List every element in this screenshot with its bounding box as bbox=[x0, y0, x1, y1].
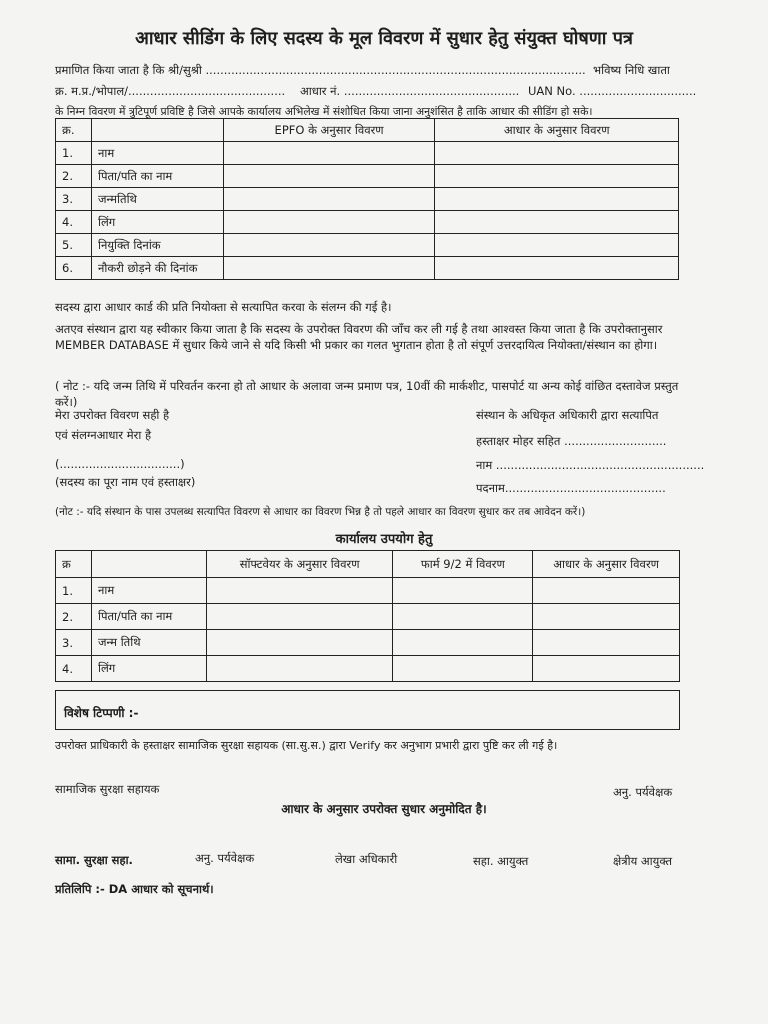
officer-verified-label: संस्थान के अधिकृत अधिकारी द्वारा सत्यापित bbox=[476, 408, 659, 422]
table-row bbox=[56, 142, 679, 165]
form-title: आधार सीडिंग के लिए सदस्य के मूल विवरण में सुधार हेतु संयुक्त घोषणा पत्र bbox=[135, 28, 633, 49]
account-no-line: क्र. म.प्र./भोपाल/........................................... bbox=[55, 84, 286, 98]
row-label: पिता/पति का नाम bbox=[91, 165, 223, 188]
row-label: पिता/पति का नाम bbox=[91, 604, 206, 630]
office-use-heading: कार्यालय उपयोग हेतु bbox=[335, 532, 433, 547]
ss-assistant-label: सामाजिक सुरक्षा सहायक bbox=[55, 782, 160, 796]
member-statement-2: एवं संलग्नआधार मेरा है bbox=[55, 428, 152, 442]
member-details-table bbox=[55, 118, 679, 280]
certify-line: प्रमाणित किया जाता है कि श्री/सुश्री ........................................................................................................ bbox=[55, 63, 586, 77]
incorrect-entry-line: के निम्न विवरण में त्रुटिपूर्ण प्रविष्टि है जिसे आपके कार्यालय अभिलेख में संशोधित किया जाना अनुशंसित है ताकि आधार की सीडिंग हो सके। bbox=[55, 105, 593, 118]
software-value-cell[interactable] bbox=[206, 604, 393, 630]
row-label: नाम bbox=[91, 142, 223, 165]
row-label: जन्मतिथि bbox=[91, 188, 223, 211]
signatory-supervisor: अनु. पर्यवेक्षक bbox=[195, 851, 255, 865]
form-value-cell[interactable] bbox=[393, 630, 533, 656]
special-remarks-label: विशेष टिप्पणी :- bbox=[64, 706, 139, 720]
col-serial: क्र. bbox=[56, 119, 92, 142]
signatory-ss-assistant: सामा. सुरक्षा सहा. bbox=[55, 853, 133, 867]
col-serial: क्र bbox=[56, 551, 92, 578]
software-value-cell[interactable] bbox=[206, 578, 393, 604]
col-epfo: EPFO के अनुसार विवरण bbox=[223, 119, 435, 142]
table-row bbox=[56, 630, 680, 656]
table-row bbox=[56, 211, 679, 234]
col-form-92: फार्म 9/2 में विवरण bbox=[393, 551, 533, 578]
member-statement-1: मेरा उपरोक्त विवरण सही है bbox=[55, 408, 170, 422]
table-header-row bbox=[56, 551, 680, 578]
table-row bbox=[56, 234, 679, 257]
epfo-value-cell[interactable] bbox=[223, 257, 435, 280]
pf-account-label: भविष्य निधि खाता bbox=[593, 63, 670, 77]
epfo-value-cell[interactable] bbox=[223, 234, 435, 257]
row-number: 2. bbox=[56, 604, 92, 630]
special-remarks-box[interactable] bbox=[55, 690, 680, 730]
signatory-asst-commissioner: सहा. आयुक्त bbox=[473, 854, 529, 868]
approval-statement: आधार के अनुसार उपरोक्त सुधार अनुमोदित है। bbox=[281, 802, 487, 816]
aadhaar-value-cell[interactable] bbox=[533, 630, 680, 656]
epfo-value-cell[interactable] bbox=[223, 142, 435, 165]
aadhaar-value-cell[interactable] bbox=[435, 211, 679, 234]
signatory-accounts-officer: लेखा अधिकारी bbox=[335, 852, 398, 866]
verification-line: उपरोक्त प्राधिकारी के हस्ताक्षर सामाजिक सुरक्षा सहायक (सा.सु.स.) द्वारा Verify कर अनुभाग प्रभारी द्वारा पुष्टि कर ली गई है। bbox=[55, 739, 558, 752]
table-row bbox=[56, 604, 680, 630]
signatory-regional-commissioner: क्षेत्रीय आयुक्त bbox=[613, 854, 673, 868]
row-number: 4. bbox=[56, 656, 92, 682]
aadhaar-value-cell[interactable] bbox=[435, 257, 679, 280]
aadhaar-value-cell[interactable] bbox=[533, 656, 680, 682]
row-number: 5. bbox=[56, 234, 92, 257]
row-number: 6. bbox=[56, 257, 92, 280]
col-software: सॉफ्टवेयर के अनुसार विवरण bbox=[206, 551, 393, 578]
row-number: 1. bbox=[56, 578, 92, 604]
col-aadhaar: आधार के अनुसार विवरण bbox=[533, 551, 680, 578]
row-label: लिंग bbox=[91, 211, 223, 234]
member-signature-field[interactable]: (.................................) bbox=[55, 457, 185, 471]
table-row bbox=[56, 188, 679, 211]
row-label: नाम bbox=[91, 578, 206, 604]
mismatch-note: (नोट :- यदि संस्थान के पास उपलब्ध सत्यापित विवरण से आधार का विवरण भिन्न है तो पहले आधार का विवरण सुधार कर तब आवेदन करें।) bbox=[55, 506, 586, 518]
aadhaar-attached-note: सदस्य द्वारा आधार कार्ड की प्रति नियोक्ता से सत्यापित करवा के संलग्न की गई है। bbox=[55, 300, 392, 314]
row-number: 3. bbox=[56, 630, 92, 656]
col-field bbox=[91, 119, 223, 142]
software-value-cell[interactable] bbox=[206, 630, 393, 656]
member-signature-caption: (सदस्य का पूरा नाम एवं हस्ताक्षर) bbox=[55, 475, 196, 489]
row-label: लिंग bbox=[91, 656, 206, 682]
row-label: जन्म तिथि bbox=[91, 630, 206, 656]
aadhaar-value-cell[interactable] bbox=[435, 188, 679, 211]
supervisor-label: अनु. पर्यवेक्षक bbox=[613, 785, 673, 799]
officer-designation-field[interactable]: पदनाम............................................ bbox=[476, 481, 666, 495]
aadhaar-value-cell[interactable] bbox=[435, 165, 679, 188]
table-row bbox=[56, 578, 680, 604]
form-value-cell[interactable] bbox=[393, 604, 533, 630]
table-row bbox=[56, 165, 679, 188]
dob-note: ( नोट :- यदि जन्म तिथि में परिवर्तन करना हो तो आधार के अलावा जन्म प्रमाण पत्र, 10वीं की मार्कशीट, पासपोर्ट या अन्य कोई वांछित दस्तावेज प्रस्तुत करें।) bbox=[55, 379, 679, 409]
aadhaar-value-cell[interactable] bbox=[435, 234, 679, 257]
col-aadhaar: आधार के अनुसार विवरण bbox=[435, 119, 679, 142]
software-value-cell[interactable] bbox=[206, 656, 393, 682]
row-label: नियुक्ति दिनांक bbox=[91, 234, 223, 257]
undertaking-paragraph: अतएव संस्थान द्वारा यह स्वीकार किया जाता है कि सदस्य के उपरोक्त विवरण की जाँच कर ली गई है तथा आश्वस्त किया जाता है कि उपरोक्तानुसार MEMBER DATABASE में सुधार किये जाने से यदि किसी भी प्रकार का गलत भुगतान होता है तो संपूर्ण उत्तरदायित्व नियोक्ता/संस्थान का होगा। bbox=[55, 322, 663, 352]
row-number: 2. bbox=[56, 165, 92, 188]
aadhaar-value-cell[interactable] bbox=[435, 142, 679, 165]
epfo-value-cell[interactable] bbox=[223, 188, 435, 211]
col-field bbox=[91, 551, 206, 578]
row-number: 1. bbox=[56, 142, 92, 165]
table-header-row bbox=[56, 119, 679, 142]
copy-to-line: प्रतिलिपि :- DA आधार को सूचनार्थ। bbox=[55, 882, 214, 896]
row-number: 3. bbox=[56, 188, 92, 211]
officer-signature-field[interactable]: हस्ताक्षर मोहर सहित ............................ bbox=[476, 434, 667, 448]
table-row bbox=[56, 257, 679, 280]
aadhaar-no-line: आधार नं. ................................................ bbox=[300, 84, 520, 98]
aadhaar-value-cell[interactable] bbox=[533, 604, 680, 630]
office-use-table bbox=[55, 550, 680, 682]
officer-name-field[interactable]: नाम ......................................................... bbox=[476, 458, 705, 472]
form-value-cell[interactable] bbox=[393, 578, 533, 604]
epfo-value-cell[interactable] bbox=[223, 165, 435, 188]
form-value-cell[interactable] bbox=[393, 656, 533, 682]
epfo-value-cell[interactable] bbox=[223, 211, 435, 234]
row-label: नौकरी छोड़ने की दिनांक bbox=[91, 257, 223, 280]
row-number: 4. bbox=[56, 211, 92, 234]
uan-line: UAN No. ................................ bbox=[528, 84, 697, 98]
table-row bbox=[56, 656, 680, 682]
aadhaar-value-cell[interactable] bbox=[533, 578, 680, 604]
